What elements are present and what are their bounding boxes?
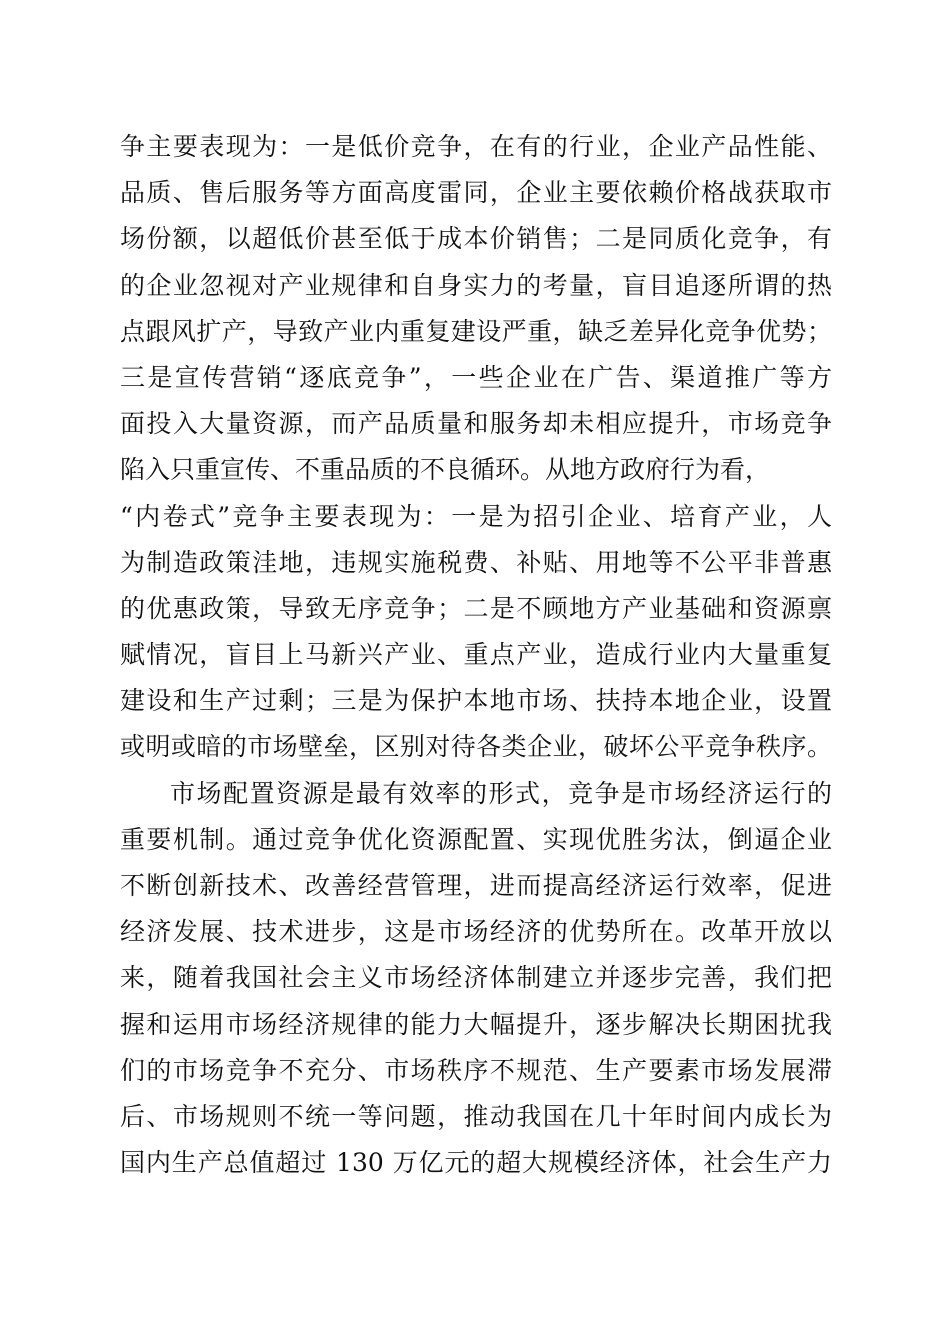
text-line: 经济发展、技术进步，这是市场经济的优势所在。改革开放以 (120, 917, 832, 947)
text-line: 面投入大量资源，而产品质量和服务却未相应提升，市场竞争 (120, 409, 832, 439)
text-line: 三是宣传营销“逐底竞争”，一些企业在广告、渠道推广等方 (120, 362, 832, 392)
text-line: 或明或暗的市场壁垒，区别对待各类企业，破坏公平竞争秩序。 (120, 732, 832, 762)
text-line: 建设和生产过剩；三是为保护本地市场、扶持本地企业，设置 (120, 686, 832, 716)
text-line: 后、市场规则不统一等问题，推动我国在几十年时间内成长为 (120, 1101, 832, 1131)
text-line: “内卷式”竞争主要表现为：一是为招引企业、培育产业，人 (120, 501, 832, 531)
body-text (120, 124, 832, 1186)
text-line: 为制造政策洼地，违规实施税费、补贴、用地等不公平非普惠 (120, 547, 832, 577)
text-line: 场份额，以超低价甚至低于成本价销售；二是同质化竞争，有 (120, 224, 832, 254)
text-line: 的企业忽视对产业规律和自身实力的考量，盲目追逐所谓的热 (120, 270, 832, 300)
text-line: 的优惠政策，导致无序竞争；二是不顾地方产业基础和资源禀 (120, 593, 832, 623)
paragraph-first-line: 市场配置资源是最有效率的形式，竞争是市场经济运行的 (170, 778, 832, 808)
text-line: 赋情况，盲目上马新兴产业、重点产业，造成行业内大量重复 (120, 640, 832, 670)
text-line: 们的市场竞争不充分、市场秩序不规范、生产要素市场发展滞 (120, 1055, 832, 1085)
text-line: 握和运用市场经济规律的能力大幅提升，逐步解决长期困扰我 (120, 1009, 832, 1039)
text-line: 重要机制。通过竞争优化资源配置、实现优胜劣汰，倒逼企业 (120, 824, 832, 854)
text-line: 争主要表现为：一是低价竞争，在有的行业，企业产品性能、 (120, 132, 832, 161)
text-line: 点跟风扩产，导致产业内重复建设严重，缺乏差异化竞争优势； (120, 316, 832, 346)
text-line: 国内生产总值超过 130 万亿元的超大规模经济体，社会生产力 (120, 1148, 832, 1178)
text-line: 不断创新技术、改善经营管理，进而提高经济运行效率，促进 (120, 871, 832, 900)
text-line: 来，随着我国社会主义市场经济体制建立并逐步完善，我们把 (120, 963, 832, 993)
text-line: 品质、售后服务等方面高度雷同，企业主要依赖价格战获取市 (120, 178, 832, 208)
text-line: 陷入只重宣传、不重品质的不良循环。从地方政府行为看， (120, 455, 771, 485)
